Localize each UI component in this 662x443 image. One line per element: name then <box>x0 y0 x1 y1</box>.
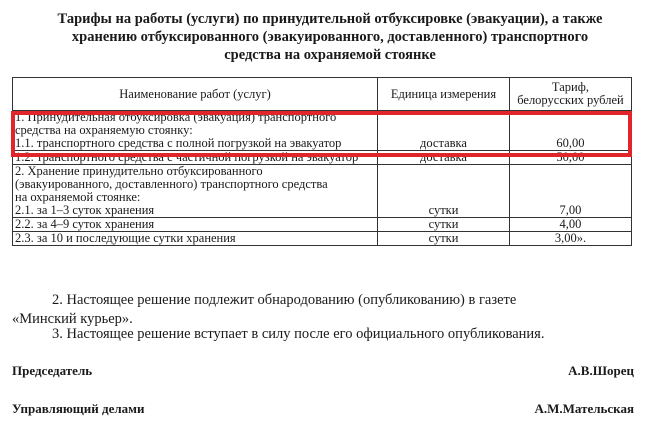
section-1-line-1: 1. Принудительная отбуксировка (эвакуация) транспортного <box>15 110 337 124</box>
row-2-1-work: 2.1. за 1–3 суток хранения <box>15 203 155 217</box>
paragraph-2-line-1: 2. Настоящее решение подлежит обнародованию (опубликованию) в газете <box>52 292 517 308</box>
title-line-2: хранению отбуксированного (эвакуированного, доставленного) транспортного <box>71 29 589 45</box>
manager-title: Управляющий делами <box>12 401 145 416</box>
section-1-title <box>13 111 378 151</box>
signature-manager <box>12 401 634 417</box>
row-2-2-price: 4,00 <box>509 218 631 232</box>
paragraph-2 <box>12 291 634 329</box>
table-row-section-2 <box>13 165 632 218</box>
table-row <box>13 232 632 246</box>
chair-name: А.В.Шорец <box>568 363 634 378</box>
header-tariff-line-1: Тариф, <box>551 80 589 94</box>
row-1-1-unit: доставка <box>378 111 510 151</box>
document-title <box>10 10 650 64</box>
row-1-2-price: 50,00 <box>509 151 631 165</box>
paragraph-3: 3. Настоящее решение вступает в силу после его официального опубликования. <box>52 326 545 342</box>
row-2-3-unit: сутки <box>378 232 510 246</box>
signature-chair <box>12 363 634 379</box>
table-row-section-1 <box>13 111 632 151</box>
row-2-2-work: 2.2. за 4–9 суток хранения <box>13 218 378 232</box>
row-2-1-price: 7,00 <box>509 165 631 218</box>
manager-name: А.М.Мательская <box>534 401 634 416</box>
header-tariff-line-2: белорусских рублей <box>517 93 624 107</box>
table-row <box>13 218 632 232</box>
section-2-line-3: на охраняемой стоянке: <box>15 190 141 204</box>
header-unit: Единица измерения <box>378 78 510 111</box>
section-2-line-1: 2. Хранение принудительно отбуксированного <box>15 164 263 178</box>
tariffs-table <box>12 77 632 246</box>
title-line-3: средства на охраняемой стоянке <box>224 47 436 63</box>
row-2-2-unit: сутки <box>378 218 510 232</box>
table-row <box>13 151 632 165</box>
row-2-3-price: 3,00». <box>509 232 631 246</box>
title-line-1: Тарифы на работы (услуги) по принудительной отбуксировке (эвакуации), а также <box>57 11 603 27</box>
section-2-title <box>13 165 378 218</box>
row-1-1-price: 60,00 <box>509 111 631 151</box>
header-work: Наименование работ (услуг) <box>13 78 378 111</box>
paragraph-2-line-2: «Минский курьер». <box>12 311 133 327</box>
section-1-line-2: средства на охраняемую стоянку: <box>15 123 193 137</box>
row-2-3-work: 2.3. за 10 и последующие сутки хранения <box>13 232 378 246</box>
table-header-row <box>13 78 632 111</box>
chair-title: Председатель <box>12 363 93 378</box>
row-1-1-work: 1.1. транспортного средства с полной погрузкой на эвакуатор <box>15 136 342 150</box>
header-tariff <box>509 78 631 111</box>
row-1-2-work: 1.2. транспортного средства с частичной погрузкой на эвакуатор <box>13 151 378 165</box>
section-2-line-2: (эвакуированного, доставленного) транспортного средства <box>15 177 328 191</box>
row-2-1-unit: сутки <box>378 165 510 218</box>
row-1-2-unit: доставка <box>378 151 510 165</box>
